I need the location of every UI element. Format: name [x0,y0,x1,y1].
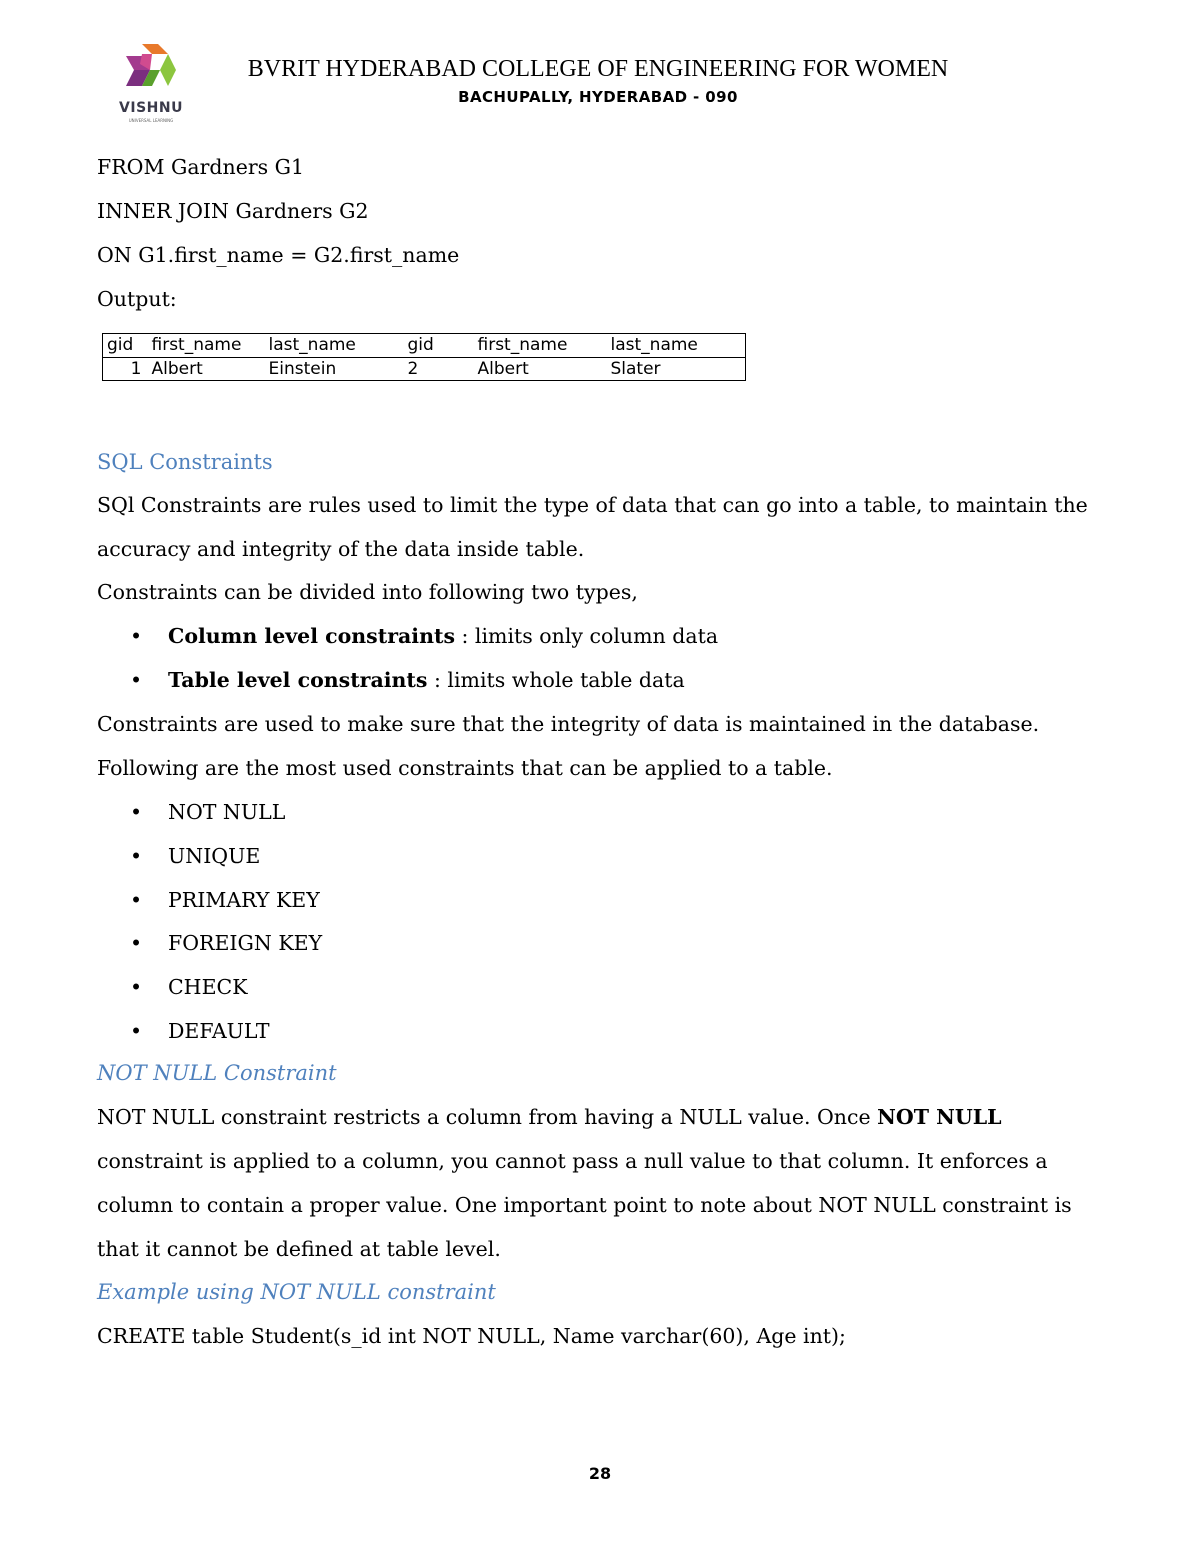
output-table [102,333,746,381]
bold-term: NOT NULL [877,1105,1002,1129]
bullet-icon: • [130,800,143,824]
list-item [130,973,248,1001]
logo-tagline: UNIVERSAL LEARNING [128,118,174,123]
example-heading: Example using NOT NULL constraint [97,1280,496,1304]
query-line: INNER JOIN Gardners G2 [97,199,369,223]
college-name: BVRIT HYDERABAD COLLEGE OF ENGINEERING FOR WOMEN [247,56,949,82]
college-address: BACHUPALLY, HYDERABAD - 090 [458,88,738,106]
logo-wordmark: VISHNU [119,100,183,116]
list-item-label: NOT NULL [168,800,286,824]
list-item-label: UNIQUE [168,844,261,868]
paragraph-line: Following are the most used constraints that can be applied to a table. [97,756,833,780]
bullet-icon: • [130,844,143,868]
list-item [130,666,685,694]
bullet-icon: • [130,931,143,955]
list-item [130,1017,270,1045]
table-header-cell: gid [103,334,148,358]
bullet-icon: • [130,624,143,648]
table-cell: Albert [477,358,529,379]
bullet-icon: • [130,975,143,999]
term-description: : limits whole table data [427,668,685,692]
example-code: CREATE table Student(s_id int NOT NULL, Name varchar(60), Age int); [97,1324,846,1348]
bullet-icon: • [130,888,143,912]
table-header-cell: first_name [474,334,607,358]
section-heading: NOT NULL Constraint [97,1061,337,1085]
table-header-cell: gid [404,334,474,358]
text-span: NOT NULL constraint restricts a column from having a NULL value. Once [97,1105,878,1129]
list-item-label: PRIMARY KEY [168,888,320,912]
list-item-label: FOREIGN KEY [168,931,323,955]
table-header-cell: first_name [148,334,265,358]
table-cell: 1 [130,358,142,379]
paragraph-line: Constraints are used to make sure that the integrity of data is maintained in the database. [97,712,1040,736]
table-cell: Einstein [268,358,337,379]
page-number: 28 [588,1464,612,1483]
bullet-icon: • [130,1019,143,1043]
query-line: ON G1.first_name = G2.first_name [97,243,460,267]
list-item [130,929,322,957]
list-item-label: DEFAULT [168,1019,270,1043]
paragraph-line: that it cannot be defined at table level. [97,1237,501,1261]
table-row [103,357,746,381]
table-header-row [103,334,746,358]
query-line: FROM Gardners G1 [97,155,305,179]
section-heading: SQL Constraints [97,450,273,474]
paragraph-line: Constraints can be divided into following two types, [97,580,638,604]
paragraph-line: column to contain a proper value. One important point to note about NOT NULL constraint is [97,1193,1072,1217]
logo-mark-icon [112,40,190,100]
paragraph-line: SQl Constraints are rules used to limit the type of data that can go into a table, to maintain the [97,493,1088,517]
output-label: Output: [97,287,177,311]
list-item [130,622,718,650]
list-item [130,886,320,914]
vishnu-logo [112,40,190,126]
table-header-cell: last_name [265,334,404,358]
paragraph-line: accuracy and integrity of the data inside table. [97,537,585,561]
paragraph-line: constraint is applied to a column, you cannot pass a null value to that column. It enforces a [97,1149,1048,1173]
list-item-label: CHECK [168,975,248,999]
term: Table level constraints [168,668,428,692]
table-cell: 2 [407,358,419,379]
table-cell: Albert [151,358,203,379]
paragraph-line [97,1103,1002,1131]
term-description: : limits only column data [454,624,719,648]
term: Column level constraints [168,624,455,648]
bullet-icon: • [130,668,143,692]
table-header-cell: last_name [607,334,746,358]
list-item [130,842,260,870]
list-item [130,798,285,826]
table-cell: Slater [610,358,661,379]
